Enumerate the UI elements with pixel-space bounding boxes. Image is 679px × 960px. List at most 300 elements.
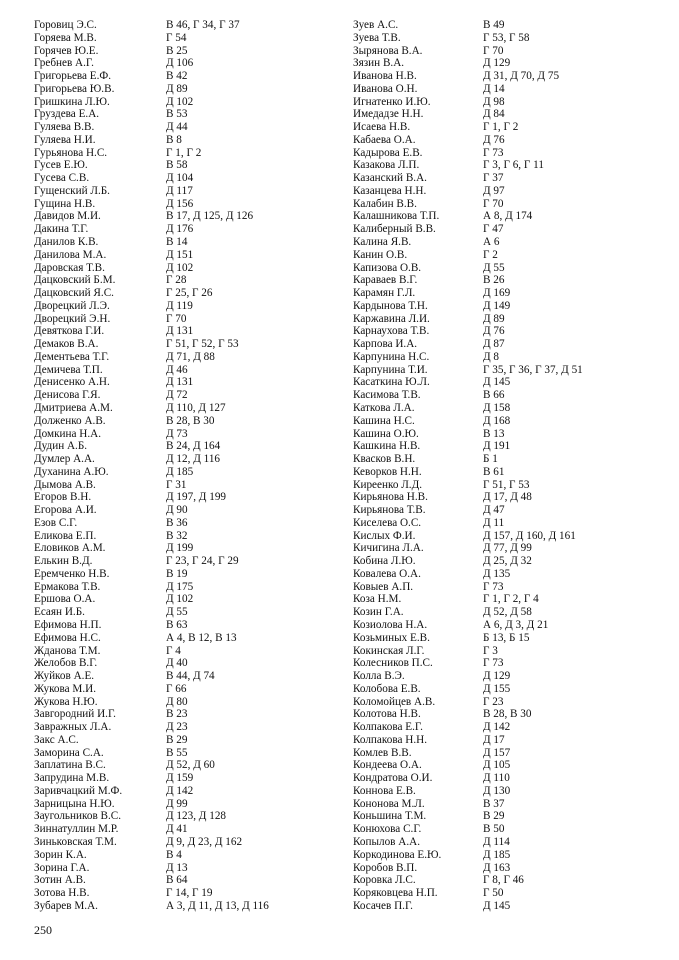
abstract-references: Г 53, Г 58 [483,31,530,44]
index-entry [34,415,324,428]
abstract-references: В 28, В 30 [483,708,532,721]
abstract-references: Д 87 [483,338,505,351]
author-name: Егоров В.Н. [34,491,92,504]
author-name: Еремченко Н.В. [34,567,110,580]
author-name: Калабин В.В. [353,197,417,210]
index-entry [34,364,324,377]
author-name: Зиннатуллин М.Р. [34,823,119,836]
abstract-references: Д 55 [166,606,188,619]
author-name: Козин Г.А. [353,606,404,619]
abstract-references: Д 77, Д 99 [483,542,532,555]
author-name: Казакова Л.П. [353,159,420,172]
author-name: Коровка Л.С. [353,874,416,887]
abstract-references: Д 145 [483,899,511,912]
index-entry [34,632,324,645]
abstract-references: В 13 [483,427,505,440]
index-entry [353,708,653,721]
abstract-references: Г 73 [483,146,504,159]
abstract-references: Д 99 [166,797,188,810]
author-name: Калашникова Т.П. [353,210,440,223]
author-name: Гуляева Н.И. [34,133,96,146]
author-name: Желобов В.Г. [34,657,98,670]
abstract-references: Д 73 [166,427,188,440]
index-entry [353,236,653,249]
author-name: Данилова М.А. [34,248,107,261]
index-entry [353,683,653,696]
author-name: Дементьева Т.Г. [34,350,110,363]
abstract-references: Г 73 [483,657,504,670]
author-name: Дворецкий Э.Н. [34,312,111,325]
index-entry [353,108,653,121]
abstract-references: Д 155 [483,682,511,695]
author-name: Канин О.В. [353,248,408,261]
author-name: Дакина Т.Г. [34,223,89,236]
abstract-references: Д 41 [166,823,188,836]
author-name: Горяева М.В. [34,31,97,44]
author-name: Иванова О.Н. [353,82,418,95]
index-entry [34,351,324,364]
abstract-references: Д 129 [483,670,511,683]
index-entry [34,785,324,798]
index-entry [353,274,653,287]
abstract-references: Д 80 [166,695,188,708]
author-name: Кашина Н.С. [353,414,415,427]
index-entry [353,759,653,772]
abstract-references: В 63 [166,618,188,631]
abstract-references: Д 168 [483,414,511,427]
author-name: Григорьева Е.Ф. [34,70,112,83]
abstract-references: В 55 [166,746,188,759]
abstract-references: Д 149 [483,299,511,312]
author-name: Денисова Г.Я. [34,389,101,402]
abstract-references: Д 17 [483,733,505,746]
index-entry [353,874,653,887]
abstract-references: В 58 [166,159,188,172]
abstract-references: Д 13 [166,861,188,874]
author-name: Кононова М.Л. [353,797,425,810]
index-entry [34,683,324,696]
index-entry [34,338,324,351]
abstract-references: Г 23, Г 24, Г 29 [166,555,239,568]
author-name: Зарницына Н.Ю. [34,797,115,810]
index-entry [34,581,324,594]
abstract-references: Г 47 [483,223,504,236]
author-name: Козьминых Е.В. [353,631,430,644]
author-name: Косачев П.Г. [353,899,413,912]
author-name: Кашина О.Ю. [353,427,419,440]
index-entry [34,696,324,709]
abstract-references: Г 1, Г 2 [166,146,202,159]
author-name: Квасков В.Н. [353,453,416,466]
index-entry [353,223,653,236]
abstract-references: В 25 [166,44,188,57]
author-name: Ефимова Н.С. [34,631,101,644]
index-entry [34,402,324,415]
author-name: Казанский В.А. [353,172,427,185]
abstract-references: В 29 [483,810,505,823]
author-name: Данилов К.В. [34,236,99,249]
index-entry [353,491,653,504]
index-entry [34,313,324,326]
abstract-references: Г 70 [483,197,504,210]
index-entry [353,619,653,632]
author-name: Духанина А.Ю. [34,465,109,478]
index-entry [353,593,653,606]
abstract-references: В 46, Г 34, Г 37 [166,19,240,31]
author-name: Кирьянова Н.В. [353,491,428,504]
index-entry [353,862,653,875]
abstract-references: В 32 [166,529,188,542]
abstract-references: Д 90 [166,504,188,517]
index-entry [353,645,653,658]
index-entry [353,415,653,428]
author-name: Зорина Г.А. [34,861,90,874]
author-name: Завражных Л.А. [34,721,112,734]
author-name: Козиолова Н.А. [353,618,428,631]
author-name: Ефимова Н.П. [34,618,102,631]
index-entry [353,542,653,555]
index-entry [34,593,324,606]
abstract-references: Д 157 [483,746,511,759]
index-entry [34,121,324,134]
author-name: Заплатина В.С. [34,759,106,772]
abstract-references: Д 156 [166,197,194,210]
index-entry [34,747,324,760]
abstract-references: Д 17, Д 48 [483,491,532,504]
abstract-references: Г 1, Г 2, Г 4 [483,593,539,606]
author-name: Кичигина Л.А. [353,542,424,555]
abstract-references: Д 89 [483,312,505,325]
index-entry [353,313,653,326]
abstract-references: Д 185 [166,465,194,478]
author-name: Заугольников В.С. [34,810,122,823]
abstract-references: В 28, В 30 [166,414,215,427]
author-name: Карамян Г.Л. [353,287,416,300]
index-entry [34,96,324,109]
abstract-references: Д 105 [483,759,511,772]
index-entry [34,32,324,45]
abstract-references: В 61 [483,465,505,478]
index-entry [353,32,653,45]
abstract-references: Д 117 [166,184,193,197]
index-entry [353,325,653,338]
abstract-references: Д 25, Д 32 [483,555,532,568]
author-name: Гребнев А.Г. [34,57,94,70]
index-entry [353,428,653,441]
index-entry [353,351,653,364]
abstract-references: Б 13, Б 15 [483,631,530,644]
author-name: Домкина Н.А. [34,427,102,440]
author-name: Дацковский Я.С. [34,287,114,300]
abstract-references: Д 55 [483,261,505,274]
author-name: Закс А.С. [34,733,79,746]
index-entry [34,108,324,121]
index-entry [34,823,324,836]
author-name: Гусева С.В. [34,172,90,185]
abstract-references: Г 2 [483,248,498,261]
author-name: Коряковцева Н.П. [353,887,438,900]
abstract-references: Д 151 [166,248,194,261]
abstract-references: В 17, Д 125, Д 126 [166,210,254,223]
author-name: Долженко А.В. [34,414,106,427]
index-entry [353,517,653,530]
index-entry [353,198,653,211]
index-entry [353,849,653,862]
abstract-references: Д 131 [166,376,194,389]
index-entry [353,900,653,913]
author-name: Капизова О.В. [353,261,422,274]
index-entry [34,504,324,517]
index-entry [34,466,324,479]
index-entry [353,466,653,479]
abstract-references: В 50 [483,823,505,836]
author-name: Карпунина Н.С. [353,350,430,363]
index-entry [34,83,324,96]
index-entry [34,887,324,900]
abstract-references: Д 47 [483,504,505,517]
abstract-references: Д 145 [483,376,511,389]
abstract-references: Г 3 [483,644,498,657]
author-name: Даровская Т.В. [34,261,105,274]
author-name: Колпакова Н.Н. [353,733,427,746]
index-entry [34,325,324,338]
author-name: Заморина С.А. [34,746,104,759]
abstract-references: Г 28 [166,274,187,287]
abstract-references: Д 72 [166,389,188,402]
author-name: Гришкина Л.Ю. [34,95,110,108]
abstract-references: В 44, Д 74 [166,670,215,683]
abstract-references: Д 163 [483,861,511,874]
abstract-references: Д 8 [483,350,500,363]
index-entry [34,19,324,32]
abstract-references: Д 176 [166,223,194,236]
index-entry [34,708,324,721]
index-entry [353,57,653,70]
index-entry [353,747,653,760]
abstract-references: Д 129 [483,57,511,70]
abstract-references: Д 97 [483,184,505,197]
abstract-references: Д 119 [166,299,193,312]
index-entry [353,798,653,811]
abstract-references: Г 54 [166,31,187,44]
author-name: Зиньковская Т.М. [34,836,117,848]
abstract-references: Д 142 [166,784,194,797]
index-entry [34,798,324,811]
author-name: Давидов М.И. [34,210,101,223]
index-entry [353,504,653,517]
author-name: Каткова Л.А. [353,401,415,414]
author-name: Конюхова С.Г. [353,823,422,836]
abstract-references: Г 14, Г 19 [166,887,213,900]
author-name: Зырянова В.А. [353,44,423,57]
index-entry [353,210,653,223]
abstract-references: В 29 [166,733,188,746]
author-name: Кирьянова Т.В. [353,504,426,517]
index-entry [34,568,324,581]
index-entry [353,402,653,415]
abstract-references: Г 70 [483,44,504,57]
index-entry [353,555,653,568]
abstract-references: Д 102 [166,95,194,108]
abstract-references: Д 159 [166,772,194,785]
abstract-references: Г 23 [483,695,504,708]
index-entry [353,249,653,262]
author-name: Гурьянова Н.С. [34,146,108,159]
abstract-references: Г 31 [166,478,187,491]
index-entry [353,836,653,849]
index-entry [353,785,653,798]
index-entry [34,479,324,492]
author-name: Кокинская Л.Г. [353,644,425,657]
index-entry [34,542,324,555]
abstract-references: Г 35, Г 36, Г 37, Д 51 [483,363,583,376]
abstract-references: В 26 [483,274,505,287]
index-entry [34,849,324,862]
index-entry [353,772,653,785]
author-name: Кабаева О.А. [353,133,416,146]
author-name: Колпакова Е.Г. [353,721,423,734]
abstract-references: Д 14 [483,82,505,95]
index-entry [34,287,324,300]
author-name: Копылов А.А. [353,836,421,848]
index-entry [353,581,653,594]
author-name: Ермакова Т.В. [34,580,101,593]
index-entry [34,606,324,619]
index-entry [34,428,324,441]
index-entry [34,70,324,83]
index-entry [353,479,653,492]
index-entry [34,198,324,211]
author-name: Жукова Н.Ю. [34,695,98,708]
abstract-references: Г 73 [483,580,504,593]
index-entry [34,555,324,568]
author-name: Коломойцев А.В. [353,695,436,708]
index-entry [34,147,324,160]
index-entry [353,389,653,402]
author-name: Дымова А.В. [34,478,96,491]
abstract-references: Д 98 [483,95,505,108]
abstract-references: А 4, В 12, В 13 [166,631,237,644]
author-name: Имедадзе Н.Н. [353,108,424,121]
abstract-references: В 53 [166,108,188,121]
index-entry [353,670,653,683]
author-name: Гусев Е.Ю. [34,159,88,172]
abstract-references: В 14 [166,236,188,249]
author-name: Завгородний И.Г. [34,708,116,721]
index-entry [34,657,324,670]
author-name: Ершова О.А. [34,593,96,606]
index-entry [34,491,324,504]
author-name: Кондеева О.А. [353,759,422,772]
index-entry [353,568,653,581]
abstract-references: Д 142 [483,721,511,734]
abstract-references: Д 197, Д 199 [166,491,227,504]
abstract-references: Д 104 [166,172,194,185]
abstract-references: В 24, Д 164 [166,440,221,453]
abstract-references: В 4 [166,848,182,861]
author-name: Зязин В.А. [353,57,405,70]
index-entry [34,836,324,849]
index-entry [353,159,653,172]
author-name: Жуйков А.Е. [34,670,95,683]
index-entry [353,657,653,670]
author-name: Кислых Ф.И. [353,529,416,542]
abstract-references: Г 51, Г 53 [483,478,530,491]
index-entry [353,440,653,453]
abstract-references: Д 102 [166,593,194,606]
index-entry [34,172,324,185]
author-name: Карнаухова Т.В. [353,325,430,338]
author-name: Коркодинова Е.Ю. [353,848,442,861]
author-name: Игнатенко И.Ю. [353,95,431,108]
abstract-references: Д 106 [166,57,194,70]
abstract-references: Д 175 [166,580,194,593]
abstract-references: В 64 [166,874,188,887]
index-entry [34,440,324,453]
author-name: Заривчацкий М.Ф. [34,784,123,797]
abstract-references: А 3, Д 11, Д 13, Д 116 [166,899,269,912]
author-name: Кондратова О.И. [353,772,433,785]
abstract-references: Д 84 [483,108,505,121]
index-entry [34,734,324,747]
author-name: Кардынова Т.Н. [353,299,428,312]
abstract-references: Д 12, Д 116 [166,453,221,466]
abstract-references: Г 51, Г 52, Г 53 [166,338,239,351]
index-entry [34,185,324,198]
index-entry [34,619,324,632]
abstract-references: Д 135 [483,567,511,580]
author-name: Денисенко А.Н. [34,376,110,389]
index-entry [353,530,653,543]
author-name: Колла В.Э. [353,670,405,683]
index-entry [353,172,653,185]
author-name: Карпова И.А. [353,338,418,351]
index-entry [353,121,653,134]
index-entry [34,134,324,147]
abstract-references: В 36 [166,516,188,529]
index-entry [353,147,653,160]
index-entry [353,632,653,645]
abstract-references: Д 185 [483,848,511,861]
abstract-references: Д 11 [483,516,505,529]
abstract-references: Г 70 [166,312,187,325]
index-entry [34,210,324,223]
index-entry [34,862,324,875]
author-name: Дудин А.Б. [34,440,88,453]
abstract-references: Д 110 [483,772,510,785]
author-name: Груздева Е.А. [34,108,100,121]
index-entry [34,670,324,683]
author-name: Иванова Н.В. [353,70,417,83]
author-name: Горячев Ю.Е. [34,44,99,57]
author-name: Жданова Т.М. [34,644,101,657]
author-name: Зуев А.С. [353,19,399,31]
abstract-references: Д 110, Д 127 [166,401,226,414]
author-name: Комлев В.В. [353,746,412,759]
author-name: Еликова Е.П. [34,529,97,542]
index-entry [353,696,653,709]
abstract-references: Д 9, Д 23, Д 162 [166,836,243,848]
abstract-references: Д 158 [483,401,511,414]
author-name: Дмитриева А.М. [34,401,113,414]
index-entry [353,96,653,109]
index-entry [34,300,324,313]
author-name: Колобова Е.В. [353,682,421,695]
index-entry [353,70,653,83]
index-entry [34,453,324,466]
author-name: Елькин В.Д. [34,555,93,568]
author-name: Зотин А.В. [34,874,86,887]
